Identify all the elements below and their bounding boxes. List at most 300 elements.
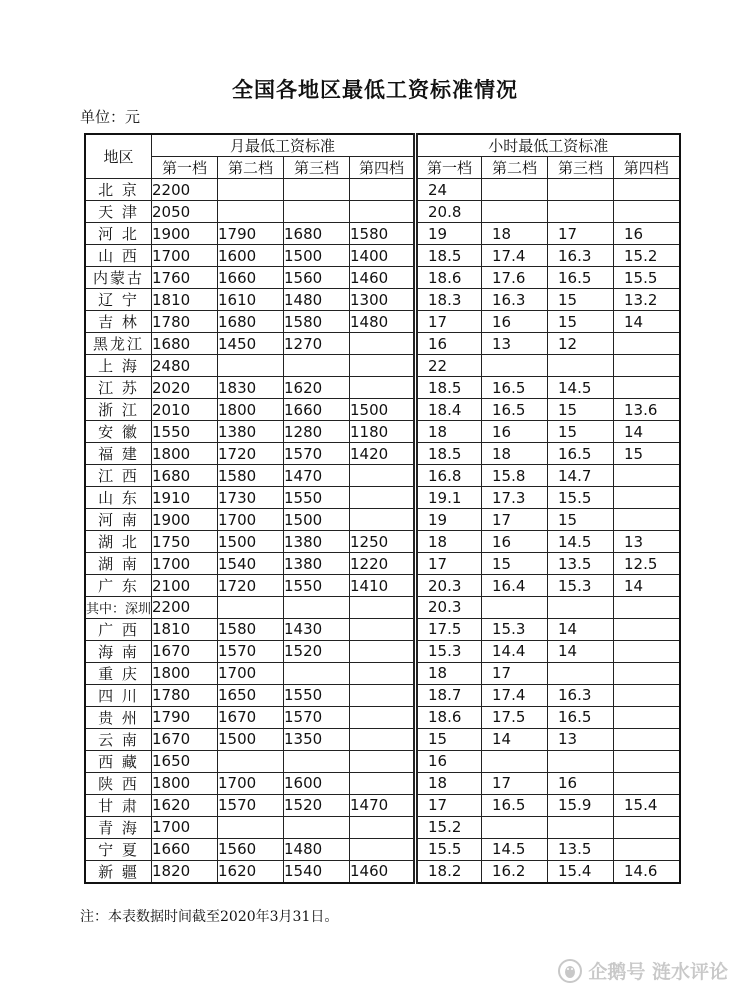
table-row	[85, 794, 680, 816]
hourly-wage-cell	[614, 333, 680, 355]
monthly-wage-cell: 1560	[284, 267, 350, 289]
hourly-wage-cell: 17.6	[482, 267, 548, 289]
monthly-wage-cell: 1570	[218, 794, 284, 816]
region-cell: 浙 江	[85, 399, 152, 421]
monthly-wage-cell: 1600	[284, 772, 350, 794]
hourly-wage-cell: 14.5	[482, 838, 548, 860]
monthly-wage-cell: 1910	[152, 487, 218, 509]
hourly-wage-cell	[614, 640, 680, 662]
hourly-tier-header: 第三档	[548, 157, 614, 179]
monthly-wage-cell: 1790	[152, 706, 218, 728]
monthly-wage-cell: 1430	[284, 618, 350, 640]
hourly-tier-header: 第一档	[416, 157, 482, 179]
table-row	[85, 443, 680, 465]
monthly-wage-cell	[350, 640, 416, 662]
monthly-wage-cell	[350, 465, 416, 487]
monthly-wage-cell: 1470	[284, 465, 350, 487]
monthly-wage-cell	[350, 662, 416, 684]
hourly-wage-cell: 15.3	[548, 575, 614, 597]
hourly-wage-cell: 16.3	[548, 245, 614, 267]
region-cell: 山 西	[85, 245, 152, 267]
hourly-wage-cell: 15.3	[482, 618, 548, 640]
hourly-wage-cell: 13.5	[548, 838, 614, 860]
hourly-wage-cell: 18.5	[416, 443, 482, 465]
hourly-wage-cell: 18.5	[416, 245, 482, 267]
monthly-wage-cell: 1580	[284, 311, 350, 333]
monthly-wage-cell: 1900	[152, 509, 218, 531]
monthly-wage-cell: 1580	[218, 618, 284, 640]
monthly-wage-cell: 1220	[350, 553, 416, 575]
hourly-wage-cell: 16	[416, 333, 482, 355]
monthly-wage-cell: 1680	[284, 223, 350, 245]
hourly-wage-cell: 16	[416, 750, 482, 772]
hourly-wage-cell: 16.3	[548, 684, 614, 706]
monthly-wage-cell: 1620	[284, 377, 350, 399]
monthly-wage-cell	[284, 750, 350, 772]
region-cell: 四 川	[85, 684, 152, 706]
region-cell: 天 津	[85, 201, 152, 223]
hourly-wage-cell: 14	[614, 575, 680, 597]
monthly-wage-cell: 1830	[218, 377, 284, 399]
hourly-wage-cell: 17.4	[482, 245, 548, 267]
hourly-wage-cell: 18.7	[416, 684, 482, 706]
watermark	[558, 957, 728, 984]
hourly-wage-cell	[548, 816, 614, 838]
hourly-wage-cell: 17.5	[416, 618, 482, 640]
monthly-tier-header: 第一档	[152, 157, 218, 179]
region-cell: 重 庆	[85, 662, 152, 684]
monthly-wage-cell: 1720	[218, 575, 284, 597]
region-cell: 辽 宁	[85, 289, 152, 311]
monthly-wage-cell: 1550	[284, 575, 350, 597]
hourly-wage-cell: 16.4	[482, 575, 548, 597]
monthly-wage-cell: 1500	[218, 531, 284, 553]
monthly-wage-cell: 1780	[152, 684, 218, 706]
hourly-wage-cell: 14	[614, 311, 680, 333]
monthly-wage-cell	[218, 597, 284, 619]
monthly-wage-cell: 1800	[152, 662, 218, 684]
monthly-wage-cell: 1180	[350, 421, 416, 443]
hourly-wage-cell: 17	[482, 772, 548, 794]
monthly-wage-cell: 1350	[284, 728, 350, 750]
monthly-wage-cell: 1660	[284, 399, 350, 421]
monthly-header: 月最低工资标准	[152, 134, 416, 157]
hourly-wage-cell: 18.3	[416, 289, 482, 311]
monthly-wage-cell: 1540	[218, 553, 284, 575]
region-cell: 广 东	[85, 575, 152, 597]
hourly-wage-cell: 20.3	[416, 597, 482, 619]
hourly-wage-cell: 13.6	[614, 399, 680, 421]
monthly-wage-cell: 1680	[218, 311, 284, 333]
monthly-wage-cell	[284, 355, 350, 377]
monthly-wage-cell	[350, 684, 416, 706]
hourly-wage-cell: 16.5	[482, 794, 548, 816]
hourly-wage-cell: 12	[548, 333, 614, 355]
hourly-wage-cell: 14.4	[482, 640, 548, 662]
hourly-wage-cell: 16.5	[548, 706, 614, 728]
monthly-wage-cell: 1680	[152, 465, 218, 487]
monthly-wage-cell: 1650	[152, 750, 218, 772]
monthly-wage-cell: 1580	[350, 223, 416, 245]
region-cell: 江 苏	[85, 377, 152, 399]
hourly-wage-cell	[482, 201, 548, 223]
table-row	[85, 333, 680, 355]
hourly-wage-cell: 18	[416, 772, 482, 794]
hourly-wage-cell: 17	[416, 311, 482, 333]
monthly-wage-cell: 1600	[218, 245, 284, 267]
monthly-wage-cell: 2100	[152, 575, 218, 597]
region-cell: 内蒙古	[85, 267, 152, 289]
monthly-wage-cell: 1480	[284, 838, 350, 860]
hourly-wage-cell	[614, 509, 680, 531]
monthly-wage-cell: 1670	[152, 728, 218, 750]
hourly-wage-cell: 18.6	[416, 706, 482, 728]
hourly-wage-cell: 16	[482, 311, 548, 333]
table-row	[85, 267, 680, 289]
monthly-wage-cell	[284, 597, 350, 619]
hourly-wage-cell	[614, 684, 680, 706]
hourly-tier-header: 第四档	[614, 157, 680, 179]
hourly-wage-cell: 16.3	[482, 289, 548, 311]
hourly-wage-cell: 15	[548, 311, 614, 333]
monthly-wage-cell: 1800	[152, 772, 218, 794]
hourly-wage-cell: 24	[416, 179, 482, 201]
monthly-wage-cell: 1570	[284, 706, 350, 728]
monthly-wage-cell	[350, 816, 416, 838]
table-row	[85, 838, 680, 860]
region-cell: 广 西	[85, 618, 152, 640]
hourly-wage-cell: 19	[416, 223, 482, 245]
monthly-tier-header: 第四档	[350, 157, 416, 179]
region-cell: 陕 西	[85, 772, 152, 794]
table-row	[85, 684, 680, 706]
region-cell: 其中：深圳	[85, 597, 152, 619]
monthly-wage-cell: 1500	[350, 399, 416, 421]
monthly-wage-cell: 1610	[218, 289, 284, 311]
monthly-wage-cell	[284, 179, 350, 201]
monthly-wage-cell	[284, 201, 350, 223]
hourly-wage-cell: 15	[548, 289, 614, 311]
table-row	[85, 399, 680, 421]
hourly-wage-cell: 14	[548, 618, 614, 640]
hourly-wage-cell	[548, 662, 614, 684]
hourly-wage-cell	[548, 750, 614, 772]
region-cell: 江 西	[85, 465, 152, 487]
unit-label: 单位：元	[80, 108, 141, 126]
hourly-wage-cell: 22	[416, 355, 482, 377]
hourly-wage-cell	[614, 377, 680, 399]
region-cell: 宁 夏	[85, 838, 152, 860]
region-cell: 北 京	[85, 179, 152, 201]
monthly-wage-cell	[350, 618, 416, 640]
hourly-wage-cell: 15.5	[548, 487, 614, 509]
region-cell: 吉 林	[85, 311, 152, 333]
hourly-wage-cell	[614, 465, 680, 487]
monthly-wage-cell: 1810	[152, 618, 218, 640]
hourly-wage-cell: 16.8	[416, 465, 482, 487]
hourly-wage-cell: 16.2	[482, 860, 548, 883]
hourly-wage-cell: 14.5	[548, 531, 614, 553]
table-row	[85, 421, 680, 443]
monthly-wage-cell: 1650	[218, 684, 284, 706]
monthly-wage-cell: 1520	[284, 640, 350, 662]
hourly-wage-cell: 18	[416, 421, 482, 443]
hourly-wage-cell: 15.5	[614, 267, 680, 289]
monthly-wage-cell: 1520	[284, 794, 350, 816]
hourly-wage-cell: 18	[482, 443, 548, 465]
hourly-wage-cell	[548, 179, 614, 201]
region-cell: 西 藏	[85, 750, 152, 772]
monthly-tier-header: 第三档	[284, 157, 350, 179]
monthly-wage-cell	[350, 706, 416, 728]
region-header: 地区	[85, 134, 152, 179]
region-cell: 福 建	[85, 443, 152, 465]
hourly-wage-cell: 15.4	[548, 860, 614, 883]
hourly-wage-cell	[482, 816, 548, 838]
monthly-wage-cell: 2050	[152, 201, 218, 223]
hourly-tier-header: 第二档	[482, 157, 548, 179]
monthly-wage-cell	[350, 377, 416, 399]
monthly-wage-cell: 1470	[350, 794, 416, 816]
monthly-wage-cell: 1560	[218, 838, 284, 860]
monthly-wage-cell: 1800	[218, 399, 284, 421]
monthly-wage-cell: 1460	[350, 860, 416, 883]
monthly-wage-cell: 2480	[152, 355, 218, 377]
monthly-wage-cell	[350, 201, 416, 223]
table-row	[85, 816, 680, 838]
monthly-wage-cell	[218, 179, 284, 201]
penguin-logo-icon	[558, 959, 582, 983]
monthly-wage-cell	[284, 816, 350, 838]
hourly-wage-cell: 17	[416, 794, 482, 816]
monthly-wage-cell: 1480	[350, 311, 416, 333]
hourly-wage-cell	[548, 355, 614, 377]
hourly-wage-cell: 17.3	[482, 487, 548, 509]
region-cell: 云 南	[85, 728, 152, 750]
hourly-wage-cell: 13	[614, 531, 680, 553]
hourly-wage-cell	[614, 750, 680, 772]
monthly-wage-cell	[350, 728, 416, 750]
hourly-wage-cell: 15	[416, 728, 482, 750]
hourly-wage-cell: 12.5	[614, 553, 680, 575]
monthly-wage-cell: 1680	[152, 333, 218, 355]
hourly-wage-cell	[614, 597, 680, 619]
hourly-wage-cell	[482, 355, 548, 377]
table-row	[85, 509, 680, 531]
monthly-wage-cell: 1460	[350, 267, 416, 289]
hourly-wage-cell: 15.3	[416, 640, 482, 662]
hourly-wage-cell: 18	[416, 662, 482, 684]
hourly-wage-cell: 15	[548, 399, 614, 421]
region-cell: 河 北	[85, 223, 152, 245]
table-row	[85, 575, 680, 597]
monthly-wage-cell: 1900	[152, 223, 218, 245]
hourly-wage-cell	[614, 772, 680, 794]
watermark-text: 企鹅号 涟水评论	[588, 961, 728, 983]
region-cell: 新 疆	[85, 860, 152, 883]
monthly-wage-cell: 1670	[218, 706, 284, 728]
table-row	[85, 597, 680, 619]
hourly-wage-cell: 14.7	[548, 465, 614, 487]
hourly-wage-cell: 15	[614, 443, 680, 465]
monthly-wage-cell: 1700	[152, 245, 218, 267]
monthly-wage-cell: 1800	[152, 443, 218, 465]
monthly-wage-cell: 1700	[218, 662, 284, 684]
monthly-wage-cell	[350, 838, 416, 860]
monthly-wage-cell: 1660	[152, 838, 218, 860]
hourly-wage-cell: 18	[482, 223, 548, 245]
region-cell: 甘 肃	[85, 794, 152, 816]
monthly-wage-cell: 2020	[152, 377, 218, 399]
hourly-wage-cell: 15	[548, 421, 614, 443]
monthly-wage-cell	[350, 355, 416, 377]
hourly-wage-cell: 17.4	[482, 684, 548, 706]
monthly-wage-cell: 1700	[218, 509, 284, 531]
monthly-wage-cell: 1380	[284, 531, 350, 553]
hourly-wage-cell: 14.6	[614, 860, 680, 883]
monthly-wage-cell: 1700	[218, 772, 284, 794]
monthly-wage-cell: 1250	[350, 531, 416, 553]
region-cell: 安 徽	[85, 421, 152, 443]
hourly-wage-cell: 16	[548, 772, 614, 794]
monthly-wage-cell: 1580	[218, 465, 284, 487]
monthly-wage-cell: 1550	[152, 421, 218, 443]
region-cell: 海 南	[85, 640, 152, 662]
table-row	[85, 706, 680, 728]
monthly-wage-cell: 1700	[152, 816, 218, 838]
hourly-wage-cell: 20.3	[416, 575, 482, 597]
monthly-wage-cell	[284, 662, 350, 684]
monthly-wage-cell: 2010	[152, 399, 218, 421]
hourly-wage-cell: 18.4	[416, 399, 482, 421]
monthly-wage-cell	[350, 772, 416, 794]
hourly-wage-cell: 17.5	[482, 706, 548, 728]
hourly-wage-cell	[614, 662, 680, 684]
monthly-wage-cell: 1380	[284, 553, 350, 575]
monthly-wage-cell: 1670	[152, 640, 218, 662]
table-row	[85, 377, 680, 399]
hourly-wage-cell: 19	[416, 509, 482, 531]
monthly-wage-cell: 1570	[218, 640, 284, 662]
monthly-wage-cell: 1750	[152, 531, 218, 553]
hourly-wage-cell	[614, 179, 680, 201]
monthly-wage-cell: 1380	[218, 421, 284, 443]
table-row	[85, 662, 680, 684]
table-row	[85, 640, 680, 662]
monthly-wage-cell: 1820	[152, 860, 218, 883]
hourly-wage-cell: 14	[614, 421, 680, 443]
table-body	[85, 179, 680, 883]
monthly-wage-cell: 1420	[350, 443, 416, 465]
wage-table	[84, 133, 681, 884]
monthly-wage-cell: 1700	[152, 553, 218, 575]
hourly-wage-cell: 13.2	[614, 289, 680, 311]
monthly-wage-cell: 1550	[284, 487, 350, 509]
hourly-wage-cell: 15.2	[416, 816, 482, 838]
monthly-wage-cell	[218, 355, 284, 377]
region-cell: 山 东	[85, 487, 152, 509]
table-row	[85, 311, 680, 333]
hourly-wage-cell: 16	[482, 531, 548, 553]
hourly-wage-cell: 17	[482, 662, 548, 684]
hourly-wage-cell	[482, 179, 548, 201]
region-cell: 上 海	[85, 355, 152, 377]
monthly-wage-cell: 1280	[284, 421, 350, 443]
region-cell: 黑龙江	[85, 333, 152, 355]
hourly-wage-cell	[548, 201, 614, 223]
hourly-wage-cell	[614, 201, 680, 223]
hourly-wage-cell: 18.5	[416, 377, 482, 399]
table-row	[85, 860, 680, 883]
hourly-wage-cell: 16.5	[548, 267, 614, 289]
monthly-wage-cell	[218, 816, 284, 838]
table-row	[85, 289, 680, 311]
hourly-wage-cell: 15	[548, 509, 614, 531]
monthly-wage-cell: 2200	[152, 597, 218, 619]
monthly-wage-cell	[218, 750, 284, 772]
hourly-wage-cell	[614, 355, 680, 377]
monthly-wage-cell: 1730	[218, 487, 284, 509]
monthly-wage-cell: 1660	[218, 267, 284, 289]
monthly-wage-cell: 1300	[350, 289, 416, 311]
hourly-wage-cell	[614, 706, 680, 728]
hourly-wage-cell: 14	[548, 640, 614, 662]
table-row	[85, 487, 680, 509]
monthly-wage-cell: 1500	[284, 509, 350, 531]
hourly-wage-cell: 16.5	[548, 443, 614, 465]
monthly-wage-cell: 1480	[284, 289, 350, 311]
hourly-wage-cell	[548, 597, 614, 619]
monthly-wage-cell: 1500	[218, 728, 284, 750]
table-row	[85, 201, 680, 223]
hourly-wage-cell: 13	[548, 728, 614, 750]
table-row	[85, 772, 680, 794]
hourly-wage-cell: 16.5	[482, 399, 548, 421]
hourly-wage-cell: 16	[482, 421, 548, 443]
monthly-wage-cell: 1540	[284, 860, 350, 883]
hourly-wage-cell: 15.9	[548, 794, 614, 816]
table-row	[85, 245, 680, 267]
monthly-wage-cell	[350, 487, 416, 509]
hourly-wage-cell	[614, 618, 680, 640]
hourly-wage-cell: 13.5	[548, 553, 614, 575]
hourly-wage-cell: 15	[482, 553, 548, 575]
hourly-wage-cell: 16.5	[482, 377, 548, 399]
monthly-wage-cell	[350, 750, 416, 772]
table-row	[85, 750, 680, 772]
hourly-wage-cell: 14	[482, 728, 548, 750]
monthly-wage-cell: 1270	[284, 333, 350, 355]
region-cell: 贵 州	[85, 706, 152, 728]
monthly-wage-cell	[350, 597, 416, 619]
monthly-wage-cell	[350, 509, 416, 531]
table-row	[85, 553, 680, 575]
page-title: 全国各地区最低工资标准情况	[232, 78, 518, 102]
hourly-wage-cell	[482, 750, 548, 772]
hourly-wage-cell: 19.1	[416, 487, 482, 509]
monthly-wage-cell: 1620	[218, 860, 284, 883]
monthly-wage-cell: 1410	[350, 575, 416, 597]
table-row	[85, 618, 680, 640]
monthly-wage-cell	[350, 179, 416, 201]
monthly-wage-cell: 1400	[350, 245, 416, 267]
monthly-tier-header: 第二档	[218, 157, 284, 179]
monthly-wage-cell: 1550	[284, 684, 350, 706]
table-row	[85, 355, 680, 377]
monthly-wage-cell	[350, 333, 416, 355]
hourly-wage-cell: 13	[482, 333, 548, 355]
region-cell: 湖 北	[85, 531, 152, 553]
